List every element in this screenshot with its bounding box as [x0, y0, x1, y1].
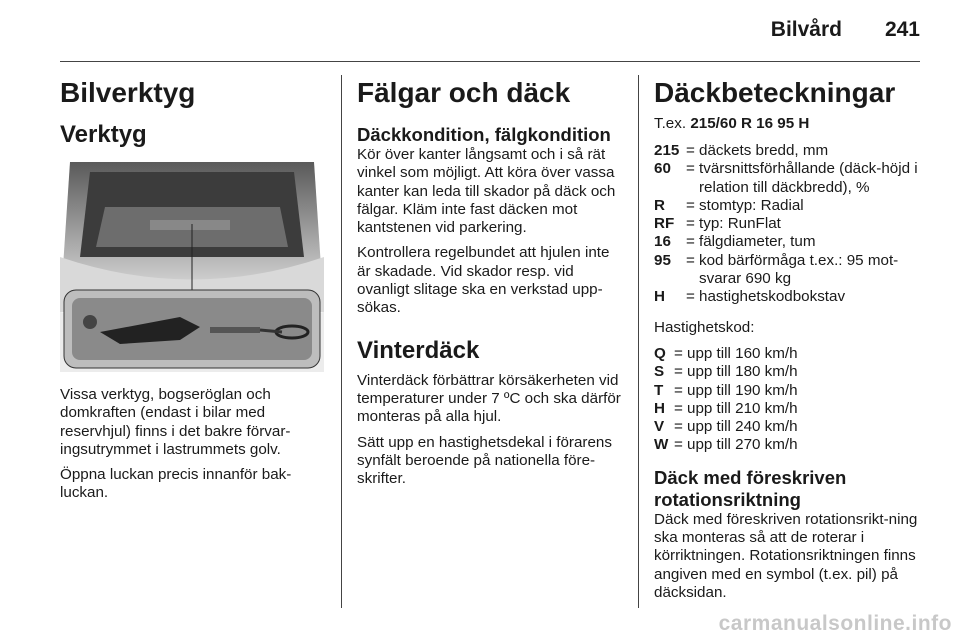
equals-sign: =	[674, 418, 683, 436]
list-item	[654, 363, 924, 381]
definition-value: tvärsnittsförhållande (däck-höjd i relation till däckbredd), %	[699, 160, 918, 196]
definition-key: 95	[654, 251, 671, 269]
example-code: 215/60 R 16 95 H	[690, 115, 810, 132]
speed-value: upp till 180 km/h	[687, 363, 798, 381]
equals-sign: =	[674, 381, 683, 399]
page-number: 241	[884, 18, 920, 41]
equals-sign: =	[686, 251, 695, 269]
equals-sign: =	[674, 399, 683, 417]
page-header	[0, 0, 960, 62]
equals-sign: =	[686, 215, 695, 233]
list-item	[654, 382, 924, 400]
list-item	[654, 233, 924, 251]
equals-sign: =	[686, 288, 695, 306]
example-prefix: T.ex.	[654, 115, 687, 132]
paragraph-condition-2: Kontrollera regelbundet att hjulen inte är skadade. Vid skador resp. vid ovanligt slitage ska en verkstad upp-sökas.	[357, 244, 610, 317]
equals-sign: =	[686, 233, 695, 251]
equals-sign: =	[686, 196, 695, 214]
equals-sign: =	[674, 344, 683, 362]
definition-key: 60	[654, 160, 671, 178]
list-item	[654, 288, 924, 306]
list-item	[654, 197, 924, 215]
definition-value: kod bärförmåga t.ex.: 95 mot-svarar 690 kg	[699, 251, 899, 288]
column-divider-2	[638, 75, 639, 608]
heading-rotation-direction: Däck med föreskriven rotationsriktning	[654, 466, 847, 510]
speed-key: W	[654, 436, 669, 454]
definition-value: däckets bredd, mm	[699, 142, 829, 159]
list-item	[654, 160, 924, 197]
definition-value: stomtyp: Radial	[699, 196, 804, 214]
definition-key: 215	[654, 142, 680, 159]
heading-dackkondition: Däckkondition, fälgkondition	[357, 124, 611, 145]
column-3	[654, 70, 924, 609]
heading-dackbeteckningar: Däckbeteckningar	[654, 77, 896, 108]
paragraph-tools-location: Vissa verktyg, bogseröglan och domkraften (endast i bilar med reservhjul) finns i det bakre förvar-ingsutrymmet i lastrummets golv.	[60, 386, 291, 458]
definition-key: RF	[654, 215, 675, 233]
list-item	[654, 436, 924, 454]
list-item	[654, 400, 924, 418]
speed-value: upp till 240 km/h	[687, 418, 798, 436]
definition-key: R	[654, 196, 665, 214]
heading-bilverktyg: Bilverktyg	[60, 77, 196, 108]
speed-key: V	[654, 418, 665, 436]
speed-key: S	[654, 363, 665, 381]
header-rule	[60, 61, 920, 62]
heading-falgar-och-dack: Fälgar och däck	[357, 77, 571, 108]
column-1	[60, 70, 328, 510]
paragraph-rotation: Däck med föreskriven rotationsrikt-ning ska monteras så att de roterar i körriktningen. Rotationsriktningen finns angiven med en symbol (t.ex. pil) på däcksidan.	[654, 510, 918, 601]
speed-key: H	[654, 399, 665, 417]
list-item	[654, 252, 924, 289]
paragraph-open-hatch: Öppna luckan precis innanför bak-luckan.	[60, 466, 292, 502]
section-title: Bilvård	[770, 18, 842, 41]
designation-list	[654, 142, 924, 307]
heading-verktyg: Verktyg	[60, 121, 147, 148]
speed-key: T	[654, 381, 664, 399]
definition-value: fälgdiameter, tum	[699, 233, 816, 251]
paragraph-winter-1: Vinterdäck förbättrar körsäkerheten vid temperaturer under 7 ºC och ska därför monteras på alla hjul.	[357, 371, 621, 426]
definition-key: H	[654, 288, 665, 306]
speed-value: upp till 190 km/h	[687, 381, 798, 399]
heading-vinterdack: Vinterdäck	[357, 336, 480, 364]
equals-sign: =	[674, 436, 683, 454]
trunk-tools-illustration	[60, 162, 324, 372]
equals-sign: =	[686, 142, 695, 159]
speed-value: upp till 160 km/h	[687, 344, 798, 362]
speed-key: Q	[654, 344, 666, 362]
paragraph-winter-2: Sätt upp en hastighetsdekal i förarens synfält beroende på nationella före-skrifter.	[357, 433, 612, 488]
list-item	[654, 345, 924, 363]
watermark: carmanualsonline.info	[718, 612, 952, 635]
speed-value: upp till 210 km/h	[687, 399, 798, 417]
definition-value: typ: RunFlat	[699, 215, 781, 233]
column-divider-1	[341, 75, 342, 608]
speed-code-list	[654, 345, 924, 455]
definition-value: hastighetskodbokstav	[699, 288, 846, 306]
list-item	[654, 142, 924, 160]
list-item	[654, 215, 924, 233]
speed-value: upp till 270 km/h	[687, 436, 798, 454]
definition-key: 16	[654, 233, 671, 251]
list-item	[654, 418, 924, 436]
paragraph-condition-1: Kör över kanter långsamt och i så rät vinkel som möjligt. Att köra över vassa kanter kan leda till skador på däck och fälgar. Kläm inte fast däcken mot kantstenen vid parkering.	[357, 146, 616, 237]
example-line	[654, 114, 924, 134]
column-2	[357, 70, 625, 495]
equals-sign: =	[686, 160, 695, 178]
speed-code-label: Hastighetskod:	[654, 318, 755, 336]
equals-sign: =	[674, 363, 683, 381]
